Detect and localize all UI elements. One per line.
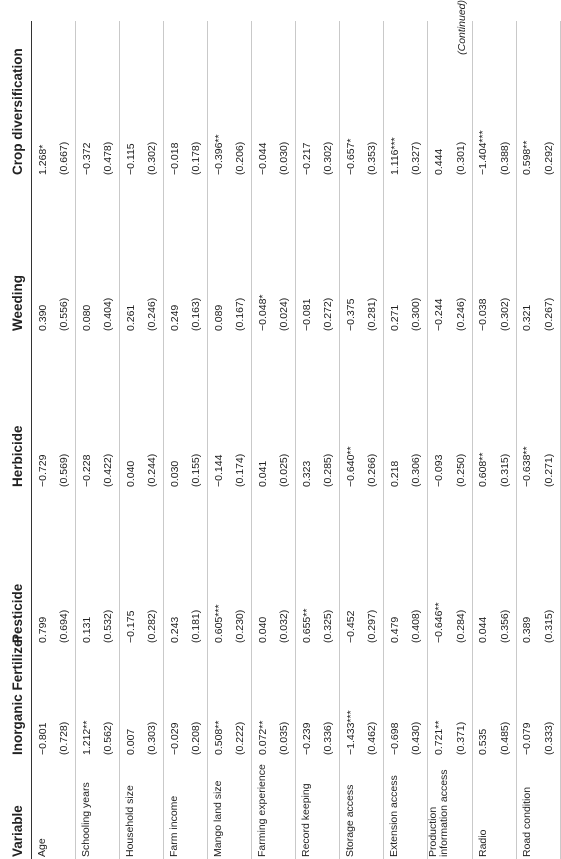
coefficient-cell: 0.598** [521, 140, 534, 175]
coefficient-cell: −0.081 [300, 298, 313, 331]
table-row [296, 21, 318, 859]
standard-error-cell: (0.284) [450, 489, 472, 645]
coefficient-cell: −0.657* [344, 138, 357, 175]
standard-error-cell: (0.556) [54, 177, 76, 333]
header-weeding: Weeding [0, 177, 32, 333]
header-row [0, 21, 32, 859]
coefficient-cell: −1.433*** [344, 710, 357, 755]
coefficient-cell: 1.116*** [388, 137, 401, 175]
coefficient-cell: −0.038 [477, 298, 490, 331]
standard-error-cell: (0.371) [450, 645, 472, 757]
standard-error-cell: (0.532) [98, 489, 120, 645]
table-row [494, 21, 516, 859]
coefficient-cell: 0.040 [256, 616, 269, 643]
coefficient-cell: 0.444 [433, 148, 445, 175]
standard-error-cell: (0.302) [494, 177, 516, 333]
coefficient-cell: 0.041 [256, 460, 269, 487]
standard-error-cell: (0.303) [142, 645, 164, 757]
standard-error-cell: (0.163) [186, 177, 208, 333]
empty-variable-cell [186, 757, 208, 859]
table-row [252, 21, 274, 859]
standard-error-cell: (0.292) [538, 21, 560, 177]
table-row [54, 21, 76, 859]
coefficient-cell: −0.175 [124, 610, 137, 643]
header-crop-diversification: Crop diversification [0, 21, 32, 177]
continued-note: (Continued) [456, 0, 468, 55]
coefficient-cell: 0.261 [124, 304, 137, 331]
standard-error-cell: (0.356) [494, 489, 516, 645]
standard-error-cell: (0.271) [538, 333, 560, 489]
standard-error-cell: (0.181) [186, 489, 208, 645]
coefficient-cell: 0.655** [300, 608, 313, 643]
coefficient-cell: 0.218 [388, 460, 401, 487]
standard-error-cell: (0.025) [274, 333, 296, 489]
empty-variable-cell [318, 757, 340, 859]
table-row [230, 21, 252, 859]
empty-variable-cell [406, 757, 428, 859]
standard-error-cell: (0.404) [98, 177, 120, 333]
coefficient-cell: 0.608** [477, 452, 490, 487]
standard-error-cell: (0.315) [538, 489, 560, 645]
variable-name: Extension access [388, 775, 401, 857]
coefficient-cell: −0.144 [212, 454, 225, 487]
coefficient-cell: −0.729 [36, 454, 49, 487]
empty-variable-cell [538, 757, 560, 859]
regression-table [0, 21, 561, 859]
coefficient-cell: −0.239 [300, 722, 313, 755]
table-row [428, 21, 451, 859]
coefficient-cell: 0.040 [124, 460, 137, 487]
coefficient-cell: −0.079 [521, 722, 534, 755]
header-variable: Variable [0, 757, 32, 859]
standard-error-cell: (0.336) [318, 645, 340, 757]
standard-error-cell: (0.244) [142, 333, 164, 489]
coefficient-cell: −0.646** [433, 602, 445, 643]
table-row [76, 21, 98, 859]
variable-name: Farm income [168, 795, 181, 857]
standard-error-cell: (0.024) [274, 177, 296, 333]
standard-error-cell: (0.301) [450, 21, 472, 177]
table-row [120, 21, 142, 859]
standard-error-cell: (0.388) [494, 21, 516, 177]
standard-error-cell: (0.325) [318, 489, 340, 645]
coefficient-cell: −0.801 [36, 722, 49, 755]
standard-error-cell: (0.302) [318, 21, 340, 177]
coefficient-cell: 0.323 [300, 460, 313, 487]
coefficient-cell: −0.115 [124, 143, 137, 175]
standard-error-cell: (0.297) [362, 489, 384, 645]
variable-name: Mango land size [212, 780, 225, 857]
standard-error-cell: (0.035) [274, 645, 296, 757]
table-row [274, 21, 296, 859]
variable-name: Road condition [520, 786, 533, 857]
standard-error-cell: (0.694) [54, 489, 76, 645]
standard-error-cell: (0.230) [230, 489, 252, 645]
table-row [318, 21, 340, 859]
coefficient-cell: 0.080 [80, 304, 93, 331]
standard-error-cell: (0.569) [54, 333, 76, 489]
table-row [384, 21, 406, 859]
standard-error-cell: (0.422) [98, 333, 120, 489]
standard-error-cell: (0.485) [494, 645, 516, 757]
coefficient-cell: 0.044 [477, 616, 490, 643]
standard-error-cell: (0.178) [186, 21, 208, 177]
coefficient-cell: −0.396** [212, 134, 225, 175]
empty-variable-cell [494, 757, 516, 859]
variable-name: Schooling years [80, 782, 93, 857]
variable-name: Farming experience [256, 764, 269, 857]
empty-variable-cell [98, 757, 120, 859]
coefficient-cell: 0.007 [124, 728, 137, 755]
header-pesticide: Pesticide [0, 489, 32, 645]
coefficient-cell: 0.321 [521, 304, 534, 331]
standard-error-cell: (0.030) [274, 21, 296, 177]
standard-error-cell: (0.408) [406, 489, 428, 645]
standard-error-cell: (0.667) [54, 21, 76, 177]
coefficient-cell: −0.048* [256, 294, 269, 331]
empty-variable-cell [230, 757, 252, 859]
table-row [340, 21, 362, 859]
variable-name: Radio [476, 829, 489, 857]
standard-error-cell: (0.167) [230, 177, 252, 333]
coefficient-cell: 1.212** [80, 720, 93, 755]
standard-error-cell: (0.267) [538, 177, 560, 333]
coefficient-cell: −0.029 [168, 722, 181, 755]
coefficient-cell: −0.244 [433, 298, 445, 331]
variable-name: Age [36, 838, 49, 857]
table-row [142, 21, 164, 859]
coefficient-cell: 0.030 [168, 460, 181, 487]
empty-variable-cell [362, 757, 384, 859]
standard-error-cell: (0.285) [318, 333, 340, 489]
coefficient-cell: −0.640** [344, 446, 357, 487]
coefficient-cell: −0.044 [256, 142, 269, 175]
standard-error-cell: (0.306) [406, 333, 428, 489]
standard-error-cell: (0.300) [406, 177, 428, 333]
coefficient-cell: 0.243 [168, 616, 181, 643]
coefficient-cell: −0.018 [168, 142, 181, 175]
coefficient-cell: −0.217 [300, 142, 313, 175]
table-row [208, 21, 230, 859]
empty-variable-cell [450, 757, 472, 859]
coefficient-cell: 0.072** [256, 720, 269, 755]
standard-error-cell: (0.206) [230, 21, 252, 177]
coefficient-cell: 0.535 [477, 728, 490, 755]
coefficient-cell: 0.249 [168, 304, 181, 331]
table-row [516, 21, 538, 859]
standard-error-cell: (0.174) [230, 333, 252, 489]
standard-error-cell: (0.728) [54, 645, 76, 757]
table-row [32, 21, 54, 859]
standard-error-cell: (0.327) [406, 21, 428, 177]
standard-error-cell: (0.478) [98, 21, 120, 177]
variable-name: Production information access [427, 769, 450, 857]
coefficient-cell: −0.372 [80, 142, 93, 175]
coefficient-cell: 0.271 [388, 304, 401, 331]
table-row [406, 21, 428, 859]
standard-error-cell: (0.282) [142, 489, 164, 645]
coefficient-cell: 0.390 [36, 304, 49, 331]
coefficient-cell: 0.721** [433, 720, 445, 755]
standard-error-cell: (0.281) [362, 177, 384, 333]
standard-error-cell: (0.246) [450, 177, 472, 333]
coefficient-cell: −0.452 [344, 610, 357, 643]
coefficient-cell: 0.089 [212, 304, 225, 331]
standard-error-cell: (0.315) [494, 333, 516, 489]
header-inorganic-fertilizer: Inorganic Fertilizer [0, 645, 32, 757]
coefficient-cell: −0.375 [344, 298, 357, 331]
standard-error-cell: (0.155) [186, 333, 208, 489]
standard-error-cell: (0.302) [142, 21, 164, 177]
standard-error-cell: (0.266) [362, 333, 384, 489]
standard-error-cell: (0.333) [538, 645, 560, 757]
coefficient-cell: 0.389 [521, 616, 534, 643]
standard-error-cell: (0.032) [274, 489, 296, 645]
coefficient-cell: 0.605*** [212, 604, 225, 643]
standard-error-cell: (0.246) [142, 177, 164, 333]
coefficient-cell: 0.508** [212, 720, 225, 755]
standard-error-cell: (0.208) [186, 645, 208, 757]
variable-name: Household size [124, 785, 137, 857]
standard-error-cell: (0.222) [230, 645, 252, 757]
standard-error-cell: (0.250) [450, 333, 472, 489]
empty-variable-cell [142, 757, 164, 859]
table-row [450, 21, 472, 859]
standard-error-cell: (0.430) [406, 645, 428, 757]
table-row [472, 21, 494, 859]
standard-error-cell: (0.353) [362, 21, 384, 177]
coefficient-cell: −0.228 [80, 454, 93, 487]
coefficient-cell: 0.131 [80, 616, 93, 643]
header-herbicide: Herbicide [0, 333, 32, 489]
table-row [164, 21, 186, 859]
coefficient-cell: −0.698 [388, 722, 401, 755]
coefficient-cell: 0.479 [388, 616, 401, 643]
standard-error-cell: (0.272) [318, 177, 340, 333]
table-row [538, 21, 560, 859]
empty-variable-cell [54, 757, 76, 859]
table-row [362, 21, 384, 859]
coefficient-cell: 0.799 [36, 616, 49, 643]
variable-name: Record keeping [300, 783, 313, 857]
table-row [186, 21, 208, 859]
variable-name: Storage access [344, 784, 357, 857]
standard-error-cell: (0.562) [98, 645, 120, 757]
standard-error-cell: (0.462) [362, 645, 384, 757]
empty-variable-cell [274, 757, 296, 859]
table-row [98, 21, 120, 859]
coefficient-cell: −1.404*** [477, 130, 490, 175]
coefficient-cell: 1.268* [36, 144, 49, 175]
coefficient-cell: −0.093 [433, 454, 445, 487]
coefficient-cell: −0.638** [521, 446, 534, 487]
table-body [32, 21, 561, 859]
